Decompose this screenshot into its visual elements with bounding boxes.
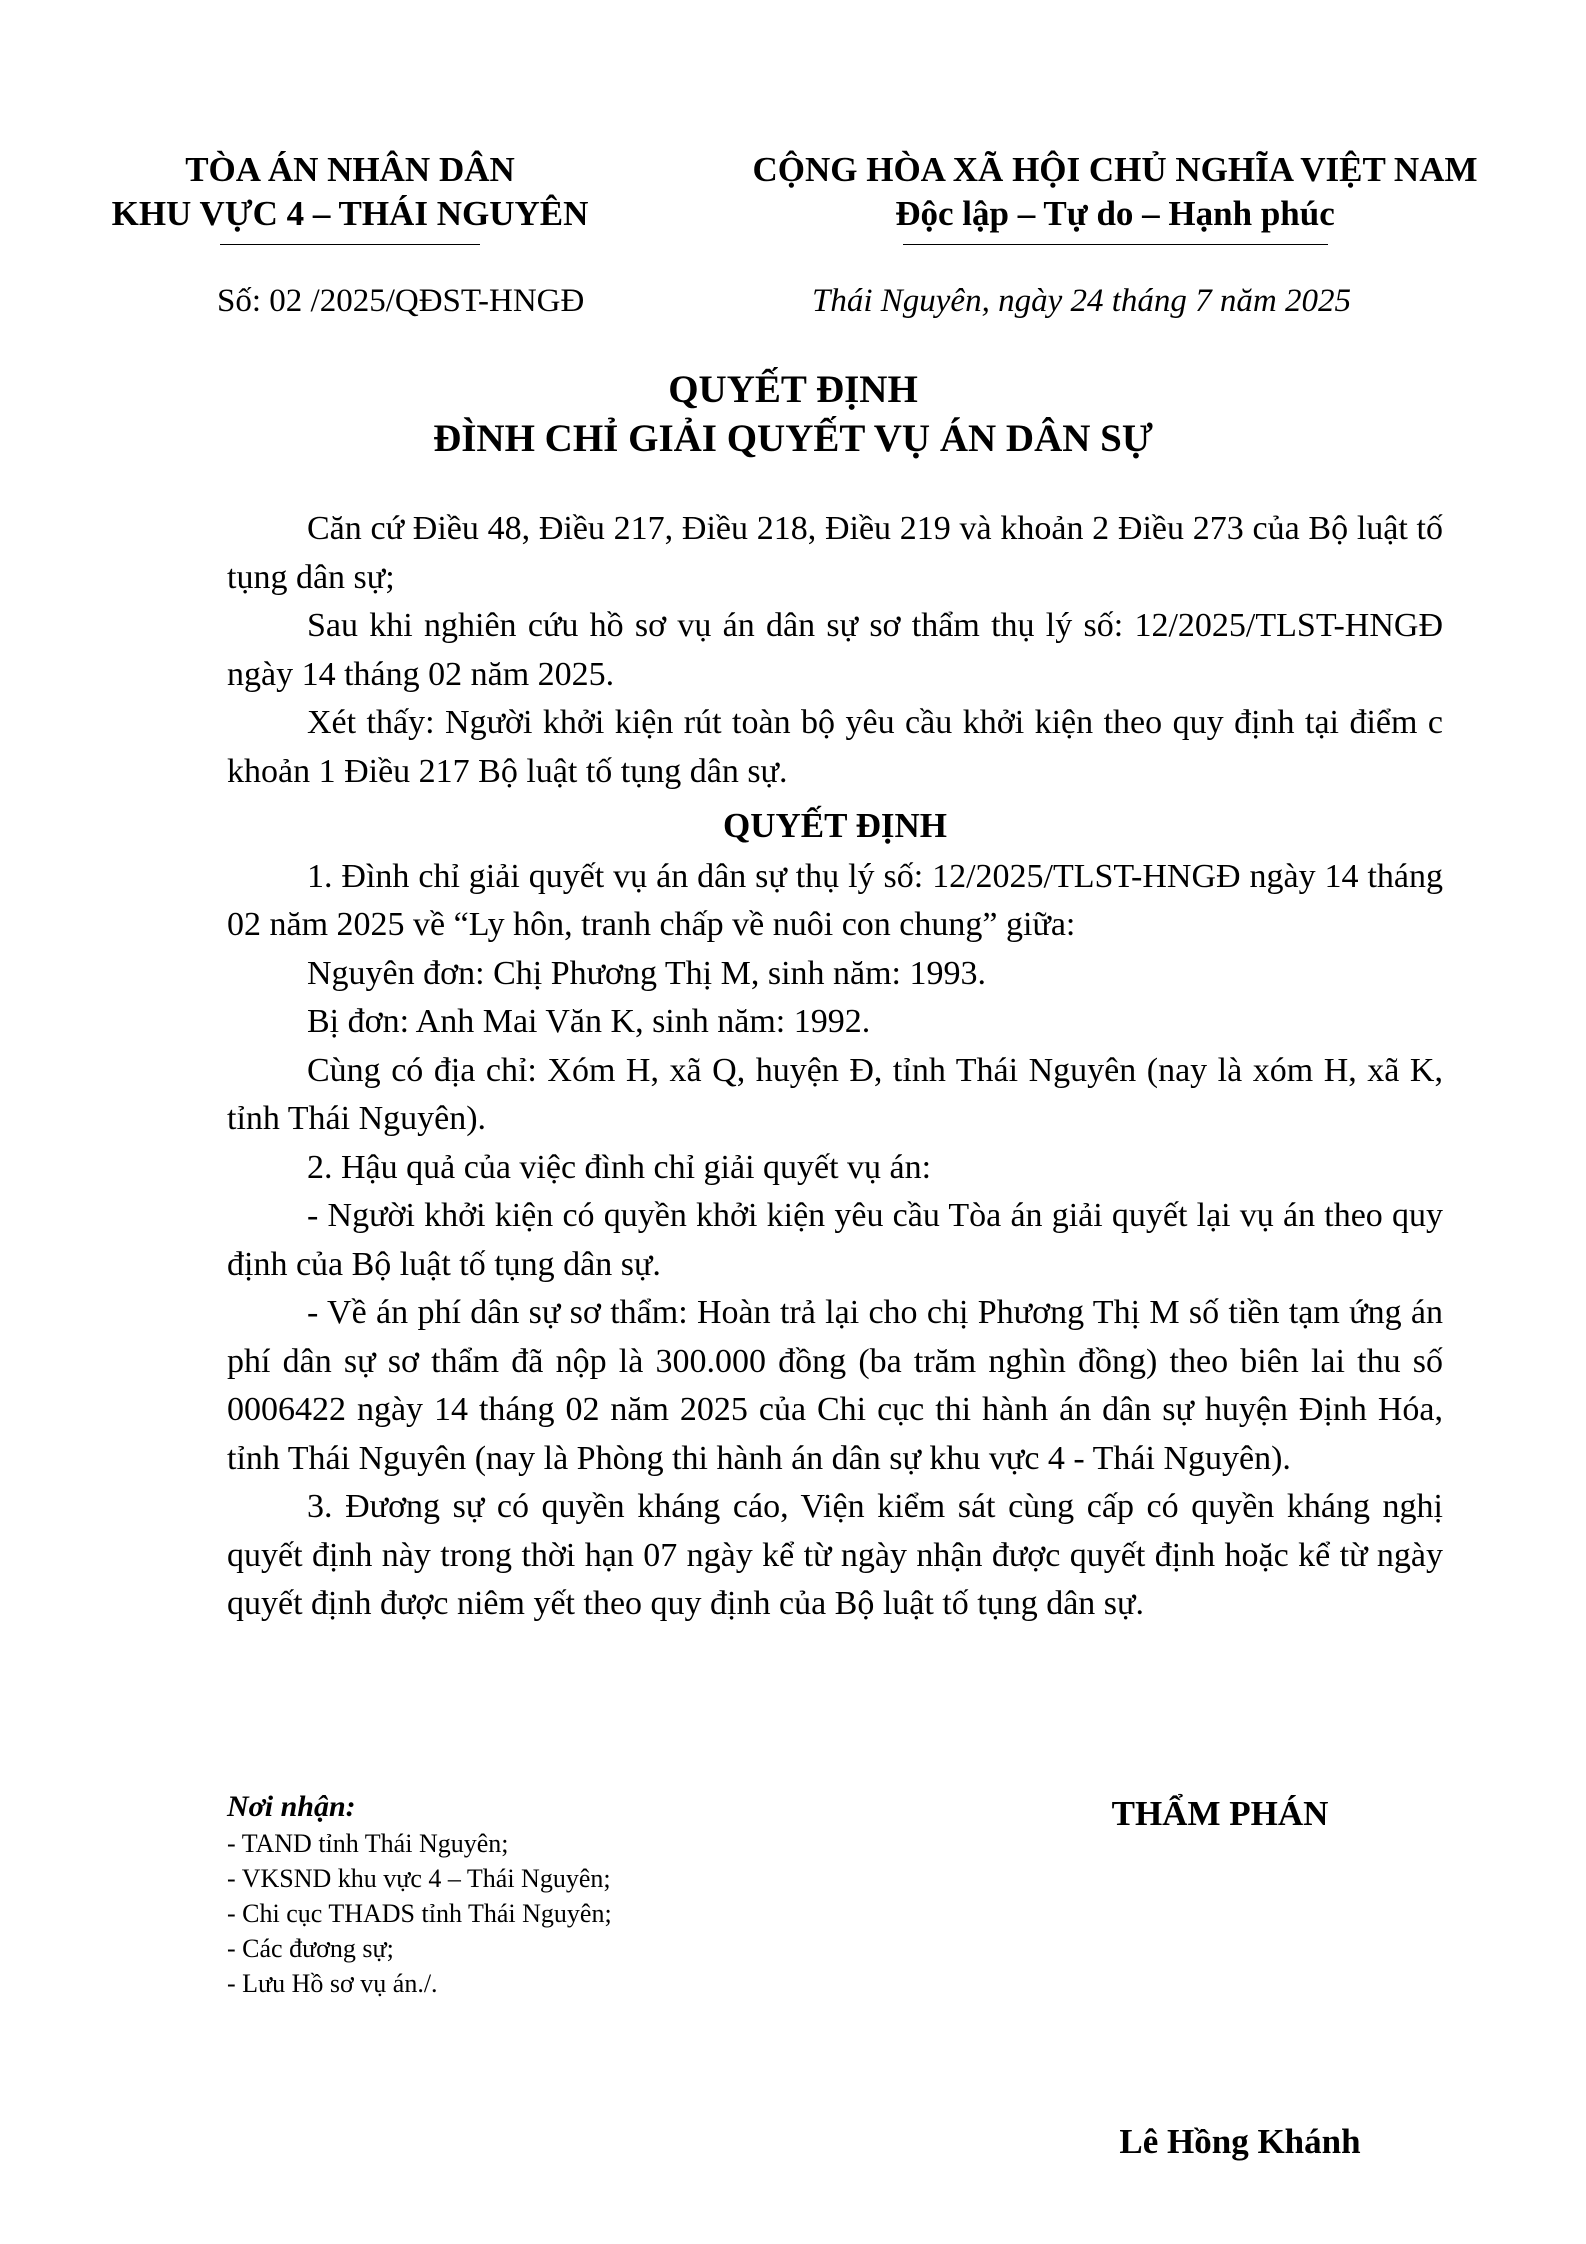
- signer-role: THẨM PHÁN: [1111, 1794, 1329, 1833]
- national-motto: Độc lập – Tự do – Hạnh phúc: [895, 194, 1335, 233]
- court-region: KHU VỰC 4 – THÁI NGUYÊN: [111, 194, 589, 233]
- decision-paragraph: 3. Đương sự có quyền kháng cáo, Viện kiểm sát cùng cấp có quyền kháng nghị quyết định này trong thời hạn 07 ngày kể từ ngày nhận được quyết định hoặc kể từ ngày quyết định được niêm yết theo quy định của Bộ luật tố tụng dân sự.: [227, 1488, 1443, 1622]
- preamble-paragraph: Xét thấy: Người khởi kiện rút toàn bộ yêu cầu khởi kiện theo quy định tại điểm c khoản 1 Điều 217 Bộ luật tố tụng dân sự.: [227, 704, 1443, 790]
- document-number: Số: 02 /2025/QĐST-HNGĐ: [217, 283, 585, 319]
- document-body: [227, 505, 1443, 1629]
- decision-paragraph: - Về án phí dân sự sơ thẩm: Hoàn trả lại cho chị Phương Thị M số tiền tạm ứng án phí dân sự sơ thẩm đã nộp là 300.000 đồng (ba trăm nghìn đồng) theo biên lai thu số 0006422 ngày 14 tháng 02 năm 2025 của Chi cục thi hành án dân sự huyện Định Hóa, tỉnh Thái Nguyên (nay là Phòng thi hành án dân sự khu vực 4 - Thái Nguyên).: [227, 1294, 1443, 1477]
- court-header-underline: [220, 244, 480, 245]
- court-name: TÒA ÁN NHÂN DÂN: [185, 150, 515, 189]
- decision-paragraph: Nguyên đơn: Chị Phương Thị M, sinh năm: 1993.: [307, 954, 987, 992]
- recipient-item: - Chi cục THADS tỉnh Thái Nguyên;: [227, 1899, 612, 1928]
- decision-paragraph: Cùng có địa chỉ: Xóm H, xã Q, huyện Đ, tỉnh Thái Nguyên (nay là xóm H, xã K, tỉnh Thái Nguyên).: [227, 1051, 1443, 1137]
- decision-paragraph: 1. Đình chỉ giải quyết vụ án dân sự thụ lý số: 12/2025/TLST-HNGĐ ngày 14 tháng 02 năm 2025 về “Ly hôn, tranh chấp về nuôi con chung” giữa:: [227, 857, 1443, 943]
- national-header-underline: [903, 244, 1328, 245]
- recipient-item: - VKSND khu vực 4 – Thái Nguyên;: [227, 1864, 611, 1893]
- recipients-title: Nơi nhận:: [227, 1790, 356, 1823]
- preamble-paragraph: Sau khi nghiên cứu hồ sơ vụ án dân sự sơ thẩm thụ lý số: 12/2025/TLST-HNGĐ ngày 14 tháng 02 năm 2025.: [227, 607, 1443, 693]
- recipient-item: - Các đương sự;: [227, 1934, 394, 1963]
- decision-paragraph: - Người khởi kiện có quyền khởi kiện yêu cầu Tòa án giải quyết lại vụ án theo quy định của Bộ luật tố tụng dân sự.: [227, 1197, 1443, 1283]
- document-title: [0, 365, 1586, 463]
- signer-name: Lê Hồng Khánh: [1119, 2122, 1361, 2161]
- title-line-2: ĐÌNH CHỈ GIẢI QUYẾT VỤ ÁN DÂN SỰ: [433, 417, 1153, 460]
- title-line-1: QUYẾT ĐỊNH: [668, 368, 918, 411]
- recipient-item: - TAND tỉnh Thái Nguyên;: [227, 1829, 509, 1858]
- place-date: Thái Nguyên, ngày 24 tháng 7 năm 2025: [812, 283, 1351, 319]
- national-header: [705, 148, 1525, 245]
- decision-heading: QUYẾT ĐỊNH: [723, 806, 947, 845]
- court-header: [100, 148, 600, 245]
- decision-paragraph: 2. Hậu quả của việc đình chỉ giải quyết vụ án:: [307, 1148, 932, 1186]
- recipients-block: [227, 1790, 827, 2001]
- preamble-paragraph: Căn cứ Điều 48, Điều 217, Điều 218, Điều 219 và khoản 2 Điều 273 của Bộ luật tố tụng dân sự;: [227, 510, 1443, 596]
- decision-paragraph: Bị đơn: Anh Mai Văn K, sinh năm: 1992.: [307, 1003, 871, 1040]
- national-title: CỘNG HÒA XÃ HỘI CHỦ NGHĨA VIỆT NAM: [752, 150, 1478, 189]
- recipient-item: - Lưu Hồ sơ vụ án./.: [227, 1969, 438, 1998]
